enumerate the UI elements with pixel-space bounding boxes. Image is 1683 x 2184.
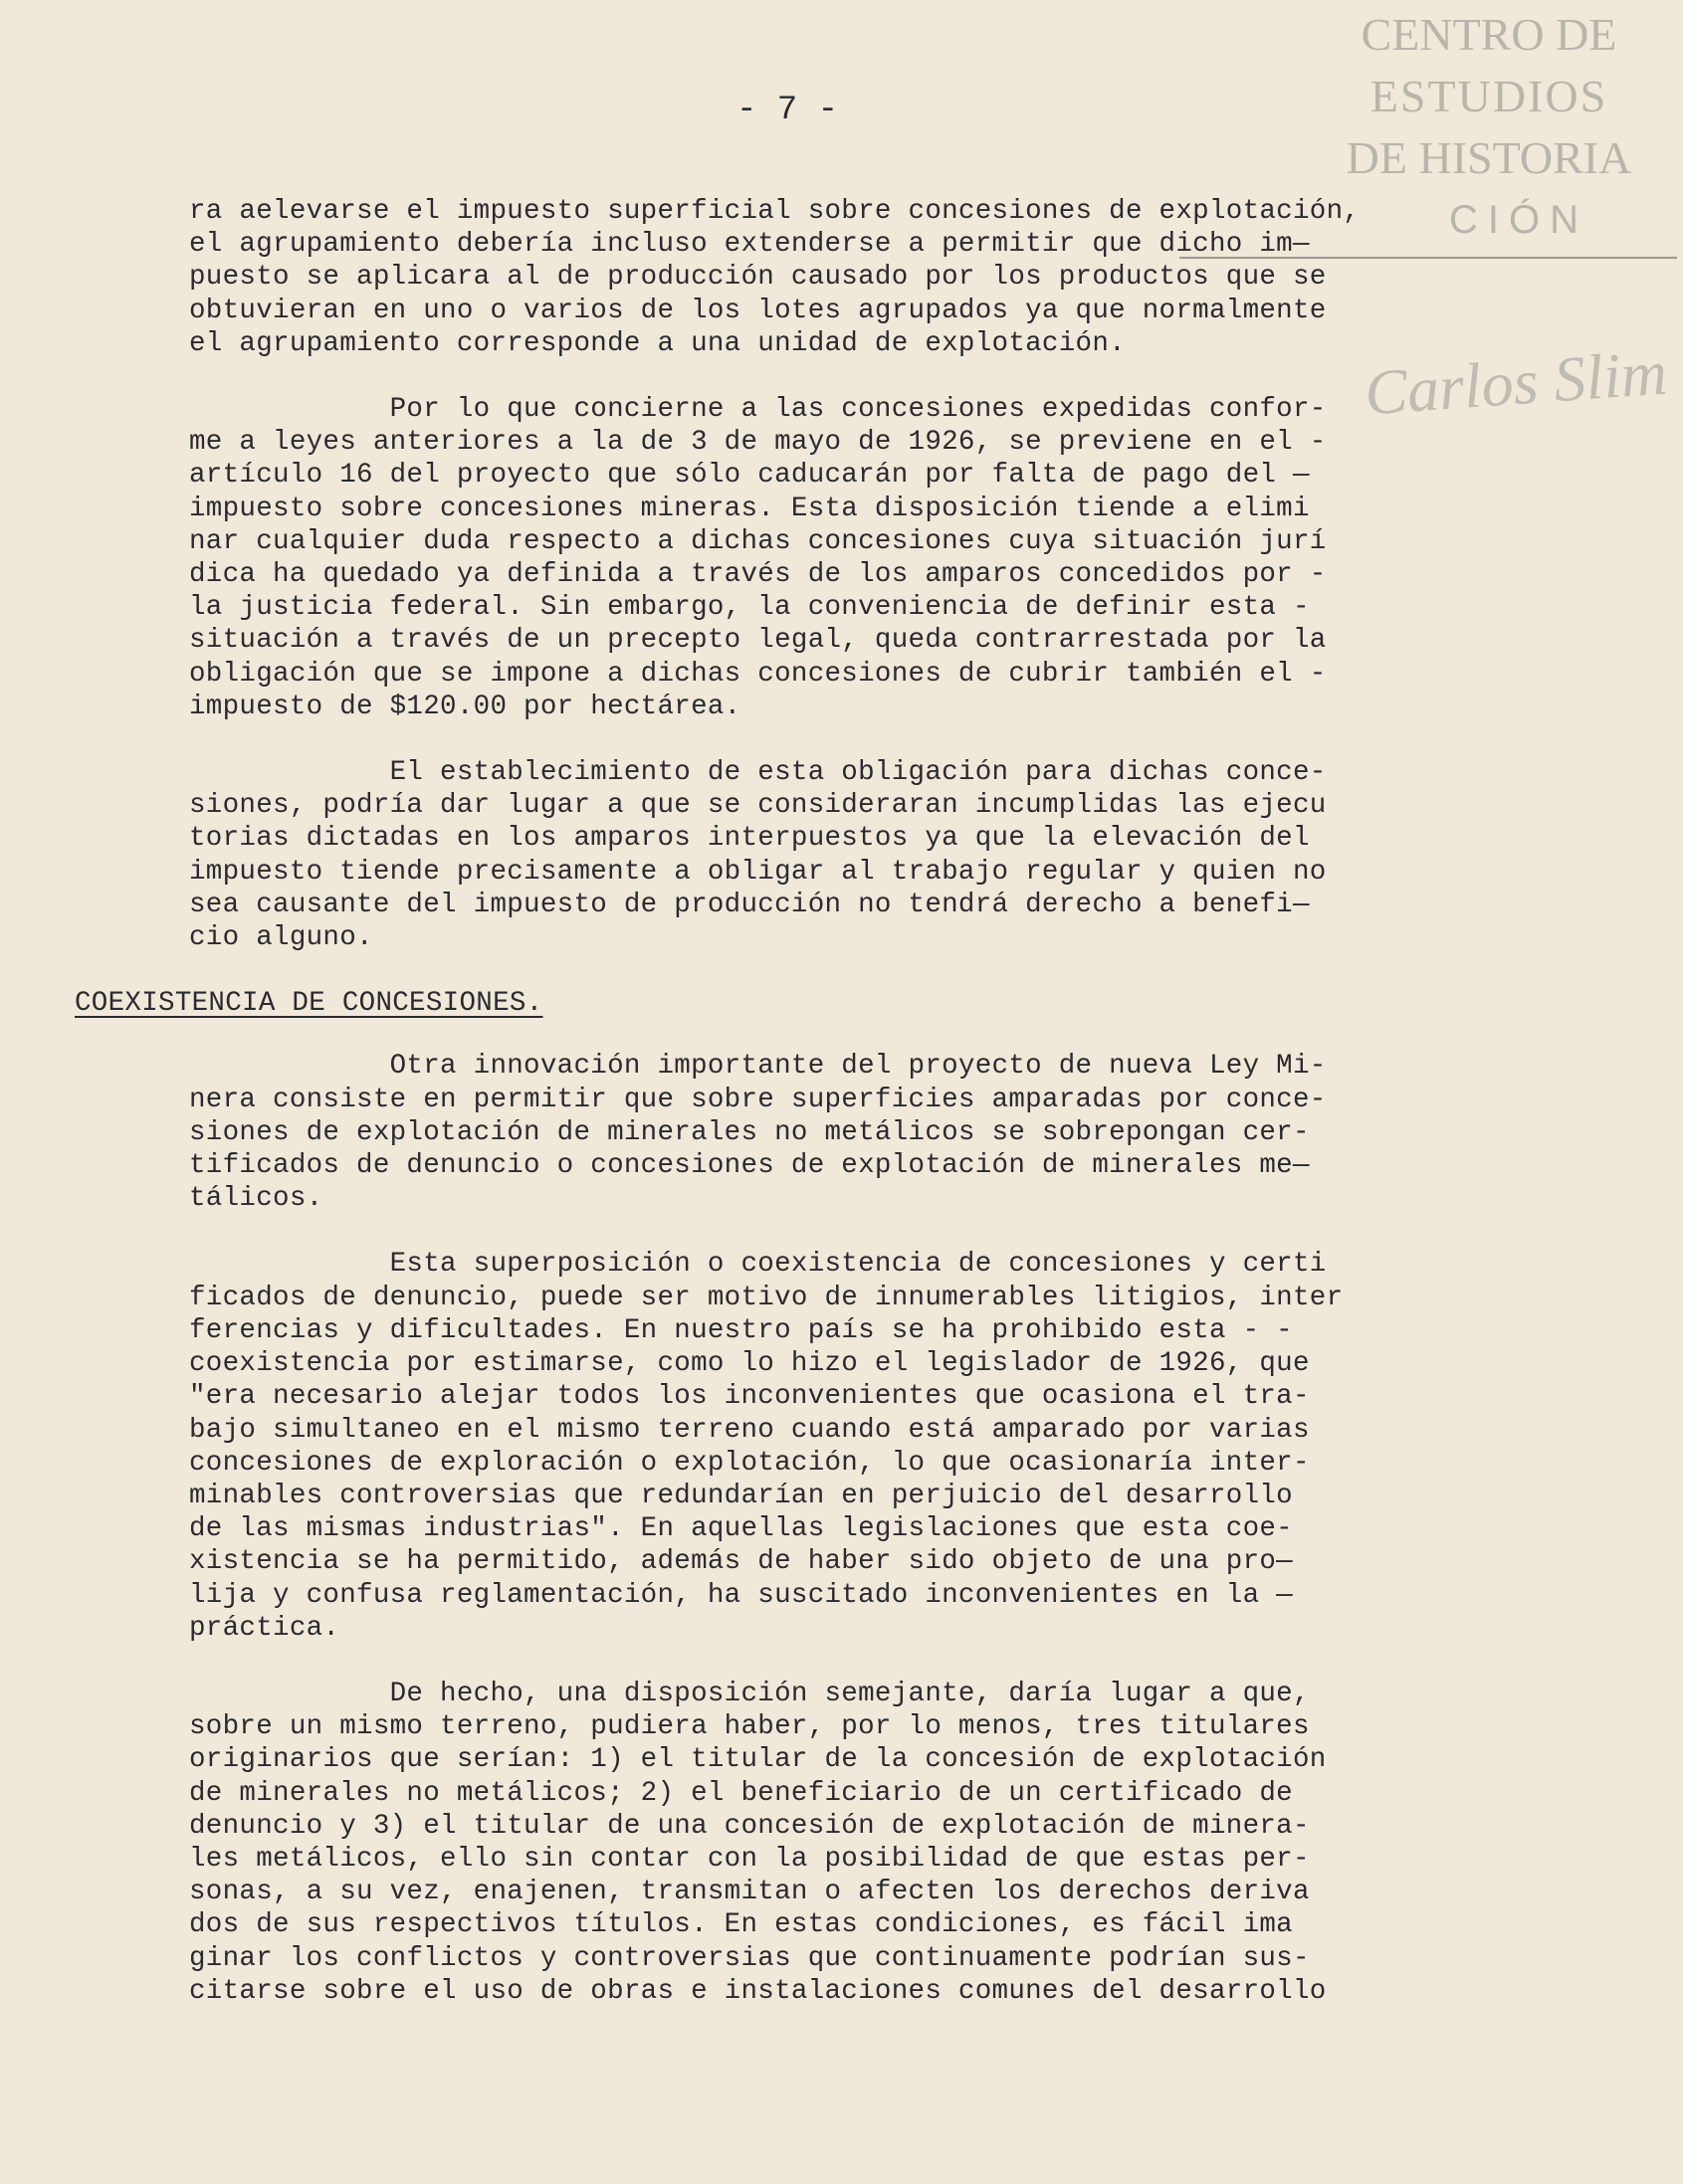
text-line: citarse sobre el uso de obras e instalaciones comunes del desarrollo [189, 1975, 1327, 2007]
text-line: obtuvieran en uno o varios de los lotes agrupados ya que normalmente [189, 295, 1327, 326]
text-line: práctica. [189, 1612, 340, 1644]
text-line: ginar los conflictos y controversias que continuamente podrían sus- [189, 1942, 1310, 1974]
text-line: siones de explotación de minerales no metálicos se sobrepongan cer- [189, 1116, 1310, 1148]
text-line: impuesto sobre concesiones mineras. Esta disposición tiende a elimi [189, 493, 1310, 524]
watermark-line-2: ESTUDIOS [1369, 71, 1608, 121]
text-line: nera consiste en permitir que sobre superficies amparadas por conce- [189, 1084, 1327, 1115]
text-line: de las mismas industrias". En aquellas legislaciones que esta coe- [189, 1513, 1293, 1545]
text-line: artículo 16 del proyecto que sólo caducarán por falta de pago del — [189, 460, 1310, 492]
watermark-line-3: DE HISTORIA [1346, 132, 1632, 183]
text-line: el agrupamiento debería incluso extenderse a permitir que dicho im— [189, 229, 1310, 261]
paragraph [189, 195, 1563, 360]
paragraph [189, 1678, 1563, 2008]
text-line: El establecimiento de esta obligación para dichas conce- [189, 757, 1327, 789]
text-line: situación a través de un precepto legal, queda contrarrestada por la [189, 625, 1327, 657]
page-number: - 7 - [736, 92, 839, 129]
text-line: ficados de denuncio, puede ser motivo de innumerables litigios, inter [189, 1282, 1344, 1313]
text-line: minables controversias que redundarían en perjuicio del desarrollo [189, 1480, 1293, 1511]
text-line: sobre un mismo terreno, pudiera haber, por lo menos, tres titulares [189, 1711, 1310, 1743]
text-line: siones, podría dar lugar a que se consideraran incumplidas las ejecu [189, 790, 1327, 822]
text-line: Por lo que concierne a las concesiones expedidas confor- [189, 394, 1327, 426]
text-line: me a leyes anteriores a la de 3 de mayo de 1926, se previene en el - [189, 427, 1327, 459]
text-line: puesto se aplicara al de producción causado por los productos que se [189, 262, 1327, 294]
text-line: concesiones de exploración o explotación, lo que ocasionaría inter- [189, 1447, 1310, 1479]
paragraph [189, 393, 1563, 723]
watermark-line-1: CENTRO DE [1361, 9, 1617, 60]
document-body [75, 195, 1563, 2041]
text-line: bajo simultaneo en el mismo terreno cuando está amparado por varias [189, 1414, 1310, 1446]
paragraph [189, 1248, 1563, 1644]
text-line: sonas, a su vez, enajenen, transmitan o afecten los derechos deriva [189, 1877, 1310, 1908]
text-line: xistencia se ha permitido, además de haber sido objeto de una pro— [189, 1546, 1293, 1578]
text-line: De hecho, una disposición semejante, daría lugar a que, [189, 1678, 1310, 1709]
text-line: impuesto de $120.00 por hectárea. [189, 691, 741, 722]
text-line: originarios que serían: 1) el titular de la concesión de explotación [189, 1744, 1327, 1776]
section-heading: COEXISTENCIA DE CONCESIONES. [75, 988, 543, 1020]
text-line: coexistencia por estimarse, como lo hizo el legislador de 1926, que [189, 1348, 1310, 1380]
text-line: lija y confusa reglamentación, ha suscitado inconvenientes en la — [189, 1579, 1293, 1611]
text-line: ra aelevarse el impuesto superficial sobre concesiones de explotación, [189, 196, 1361, 227]
text-line: sea causante del impuesto de producción no tendrá derecho a benefi— [189, 889, 1310, 920]
text-line: cio alguno. [189, 922, 373, 954]
paragraph [189, 1050, 1563, 1215]
text-line: dos de sus respectivos títulos. En estas condiciones, es fácil ima [189, 1909, 1293, 1941]
text-line: torias dictadas en los amparos interpuestos ya que la elevación del [189, 823, 1310, 855]
watermark-line-4: CIÓN [1449, 198, 1588, 242]
paragraph [189, 756, 1563, 954]
text-line: obligación que se impone a dichas concesiones de cubrir también el - [189, 658, 1327, 690]
text-line: "era necesario alejar todos los inconvenientes que ocasiona el tra- [189, 1381, 1310, 1413]
text-line: tificados de denuncio o concesiones de explotación de minerales me— [189, 1150, 1310, 1182]
text-line: les metálicos, ello sin contar con la posibilidad de que estas per- [189, 1843, 1310, 1875]
text-line: la justicia federal. Sin embargo, la conveniencia de definir esta - [189, 592, 1310, 624]
text-line: tálicos. [189, 1183, 323, 1215]
text-line: ferencias y dificultades. En nuestro país se ha prohibido esta - - [189, 1314, 1293, 1346]
text-line: el agrupamiento corresponde a una unidad de explotación. [189, 327, 1126, 359]
text-line: denuncio y 3) el titular de una concesión de explotación de minera- [189, 1810, 1310, 1842]
text-line: dica ha quedado ya definida a través de los amparos concedidos por - [189, 559, 1327, 591]
text-line: impuesto tiende precisamente a obligar al trabajo regular y quien no [189, 856, 1327, 888]
text-line: nar cualquier duda respecto a dichas concesiones cuya situación jurí [189, 525, 1327, 557]
watermark-signature: Carlos Slim [1362, 336, 1670, 429]
text-line: Esta superposición o coexistencia de concesiones y certi [189, 1249, 1327, 1281]
text-line: de minerales no metálicos; 2) el beneficiario de un certificado de [189, 1777, 1293, 1809]
text-line: Otra innovación importante del proyecto de nueva Ley Mi- [189, 1051, 1327, 1083]
